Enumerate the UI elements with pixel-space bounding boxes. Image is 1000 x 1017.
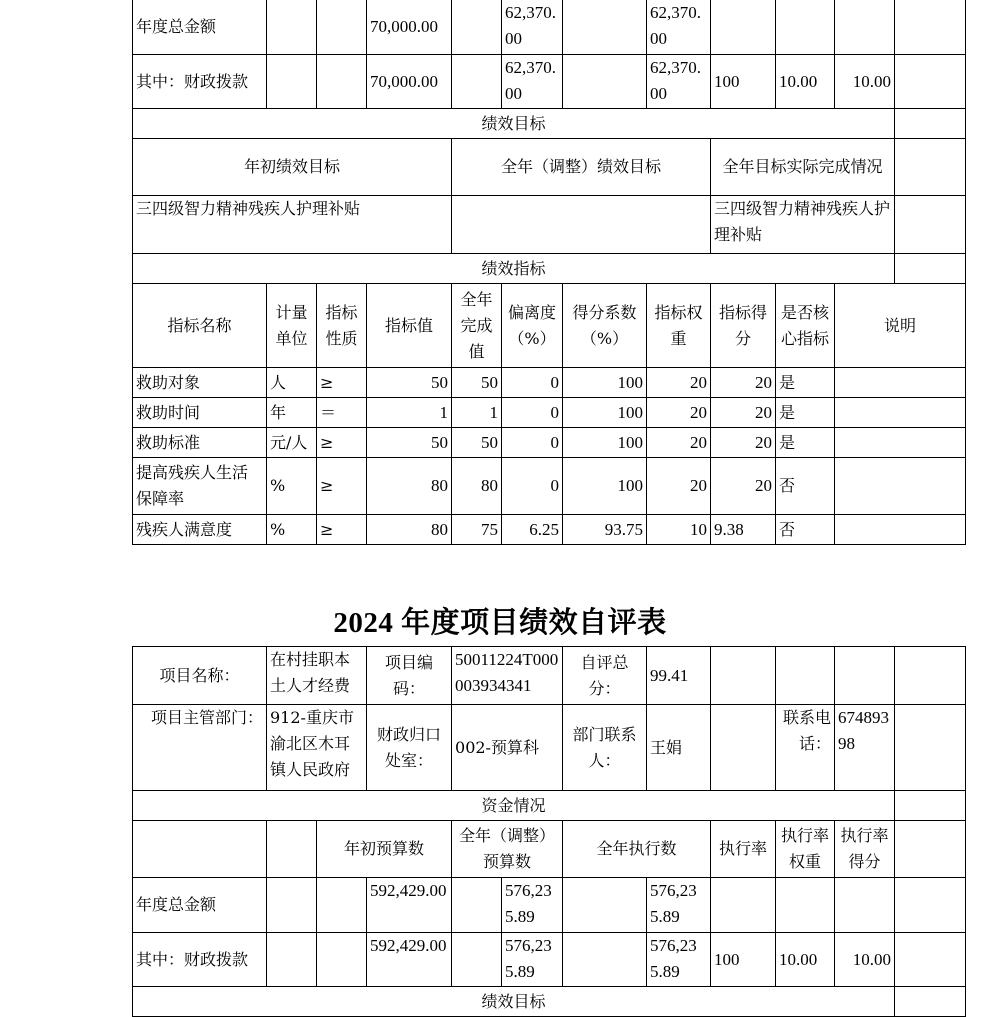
indicator-name: 救助对象 (133, 368, 267, 398)
indicator-weight: 20 (647, 428, 711, 458)
execution-rate: 100 (711, 933, 776, 987)
indicator-note (835, 398, 966, 428)
self-score-label: 自评总分： (563, 647, 647, 705)
executed-header: 全年执行数 (563, 821, 711, 878)
indicator-deviation: 0 (502, 458, 563, 515)
rate-header: 执行率 (711, 821, 776, 878)
project-code: 50011224T000003934341 (452, 647, 563, 705)
actual-goal-value: 三四级智力精神残疾人护理补贴 (711, 196, 895, 254)
actual-goal-header: 全年目标实际完成情况 (711, 139, 895, 196)
indicator-target: 1 (367, 398, 452, 428)
col-header-core: 是否核心指标 (776, 284, 835, 368)
indicator-target: 50 (367, 428, 452, 458)
execution-rate: 100 (711, 55, 776, 109)
execution-rate (711, 0, 776, 55)
indicator-weight: 20 (647, 398, 711, 428)
adjusted-budget: 576,235.89 (502, 933, 563, 987)
indicator-coef: 100 (563, 428, 647, 458)
indicator-core: 否 (776, 458, 835, 515)
goal-header-row (133, 139, 966, 196)
col-header-target: 指标值 (367, 284, 452, 368)
executed-amount: 62,370.00 (647, 0, 711, 55)
col-header-name: 指标名称 (133, 284, 267, 368)
rate-weight (776, 878, 835, 933)
indicator-deviation: 0 (502, 398, 563, 428)
col-header-weight: 指标权重 (647, 284, 711, 368)
fund-row (133, 0, 966, 55)
rate-score: 10.00 (835, 933, 895, 987)
indicator-nature: ＝ (317, 398, 367, 428)
indicator-score: 20 (711, 368, 776, 398)
indicator-note (835, 458, 966, 515)
project-info-row (133, 647, 966, 705)
contact-label: 部门联系人： (563, 705, 647, 791)
col-header-deviation: 偏离度（%） (502, 284, 563, 368)
indicator-row (133, 398, 966, 428)
indicator-unit: % (267, 515, 317, 545)
finance-office: 002-预算科 (452, 705, 563, 791)
indicator-name: 救助时间 (133, 398, 267, 428)
adjusted-budget: 62,370.00 (502, 55, 563, 109)
indicator-coef: 100 (563, 458, 647, 515)
executed-amount: 576,235.89 (647, 933, 711, 987)
rate-weight: 10.00 (776, 933, 835, 987)
adjusted-goal-value (452, 196, 711, 254)
indicator-score: 20 (711, 398, 776, 428)
rate-weight: 10.00 (776, 55, 835, 109)
adjusted-budget-header: 全年（调整）预算数 (452, 821, 563, 878)
indicator-score: 20 (711, 428, 776, 458)
page-title: 2024 年度项目绩效自评表 (333, 607, 667, 639)
indicator-core: 是 (776, 368, 835, 398)
indicator-target: 50 (367, 368, 452, 398)
indicator-row (133, 458, 966, 515)
indicator-note (835, 428, 966, 458)
indicator-core: 否 (776, 515, 835, 545)
fund-header-row (133, 821, 966, 878)
fund-row-label: 年度总金额 (133, 878, 267, 933)
indicator-actual: 80 (452, 458, 502, 515)
executed-amount: 62,370.00 (647, 55, 711, 109)
project-name: 在村挂职本土人才经费 (267, 647, 367, 705)
initial-budget: 592,429.00 (367, 878, 452, 933)
indicator-core: 是 (776, 428, 835, 458)
adjusted-budget: 62,370.00 (502, 0, 563, 55)
section-header (133, 791, 966, 821)
section-header (133, 987, 966, 1017)
indicator-actual: 1 (452, 398, 502, 428)
project-name-label: 项目名称： (133, 647, 267, 705)
fund-row (133, 55, 966, 109)
contact-person: 王娟 (647, 705, 711, 791)
indicator-name: 残疾人满意度 (133, 515, 267, 545)
indicator-unit: 年 (267, 398, 317, 428)
indicator-nature: ≥ (317, 458, 367, 515)
indicator-weight: 20 (647, 458, 711, 515)
executed-amount: 576,235.89 (647, 878, 711, 933)
indicator-actual: 50 (452, 368, 502, 398)
initial-budget: 70,000.00 (367, 0, 452, 55)
indicator-actual: 75 (452, 515, 502, 545)
initial-budget-header: 年初预算数 (317, 821, 452, 878)
adjusted-budget: 576,235.89 (502, 878, 563, 933)
indicator-unit: % (267, 458, 317, 515)
indicator-nature: ≥ (317, 515, 367, 545)
indicator-name: 提高残疾人生活保障率 (133, 458, 267, 515)
initial-goal-header: 年初绩效目标 (133, 139, 452, 196)
adjusted-goal-header: 全年（调整）绩效目标 (452, 139, 711, 196)
phone-label: 联系电话： (776, 705, 835, 791)
indicator-deviation: 6.25 (502, 515, 563, 545)
rate-score: 10.00 (835, 55, 895, 109)
initial-goal-value: 三四级智力精神残疾人护理补贴 (133, 196, 452, 254)
indicator-deviation: 0 (502, 368, 563, 398)
indicator-coef: 100 (563, 398, 647, 428)
col-header-score: 指标得分 (711, 284, 776, 368)
rate-weight-header: 执行率权重 (776, 821, 835, 878)
indicator-score: 20 (711, 458, 776, 515)
indicator-weight: 10 (647, 515, 711, 545)
indicator-core: 是 (776, 398, 835, 428)
col-header-coef: 得分系数（%） (563, 284, 647, 368)
fund-section-title: 资金情况 (133, 791, 895, 821)
fund-row (133, 878, 966, 933)
goal-section-title: 绩效目标 (133, 987, 895, 1017)
indicator-note (835, 368, 966, 398)
initial-budget: 592,429.00 (367, 933, 452, 987)
indicator-deviation: 0 (502, 428, 563, 458)
indicator-target: 80 (367, 458, 452, 515)
performance-table-continued (132, 0, 966, 545)
department-row (133, 705, 966, 791)
indicator-coef: 100 (563, 368, 647, 398)
dept-label: 项目主管部门： (133, 705, 267, 791)
col-header-actual: 全年完成值 (452, 284, 502, 368)
goal-value-row (133, 196, 966, 254)
contact-phone: 67489398 (835, 705, 895, 791)
col-header-nature: 指标性质 (317, 284, 367, 368)
indicator-target: 80 (367, 515, 452, 545)
col-header-note: 说明 (835, 284, 966, 368)
indicator-coef: 93.75 (563, 515, 647, 545)
rate-weight (776, 0, 835, 55)
dept: 912-重庆市渝北区木耳镇人民政府 (267, 705, 367, 791)
finance-office-label: 财政归口处室： (367, 705, 452, 791)
rate-score (835, 878, 895, 933)
section-header (133, 254, 966, 284)
indicator-row (133, 515, 966, 545)
indicator-name: 救助标准 (133, 428, 267, 458)
indicator-row (133, 368, 966, 398)
indicator-nature: ≥ (317, 368, 367, 398)
self-score: 99.41 (647, 647, 711, 705)
section-header (133, 109, 966, 139)
fund-row-label: 年度总金额 (133, 0, 267, 55)
rate-score (835, 0, 895, 55)
col-header-unit: 计量单位 (267, 284, 317, 368)
indicator-nature: ≥ (317, 428, 367, 458)
indicator-section-title: 绩效指标 (133, 254, 895, 284)
indicator-weight: 20 (647, 368, 711, 398)
rate-score-header: 执行率得分 (835, 821, 895, 878)
indicator-unit: 人 (267, 368, 317, 398)
initial-budget: 70,000.00 (367, 55, 452, 109)
project-performance-table (132, 646, 966, 1017)
fund-row-label: 其中：财政拨款 (133, 933, 267, 987)
fund-row-label: 其中：财政拨款 (133, 55, 267, 109)
indicator-header-row (133, 284, 966, 368)
indicator-score: 9.38 (711, 515, 776, 545)
execution-rate (711, 878, 776, 933)
indicator-row (133, 428, 966, 458)
indicator-note (835, 515, 966, 545)
indicator-unit: 元/人 (267, 428, 317, 458)
project-code-label: 项目编码： (367, 647, 452, 705)
fund-row (133, 933, 966, 987)
indicator-actual: 50 (452, 428, 502, 458)
goal-section-title: 绩效目标 (133, 109, 895, 139)
